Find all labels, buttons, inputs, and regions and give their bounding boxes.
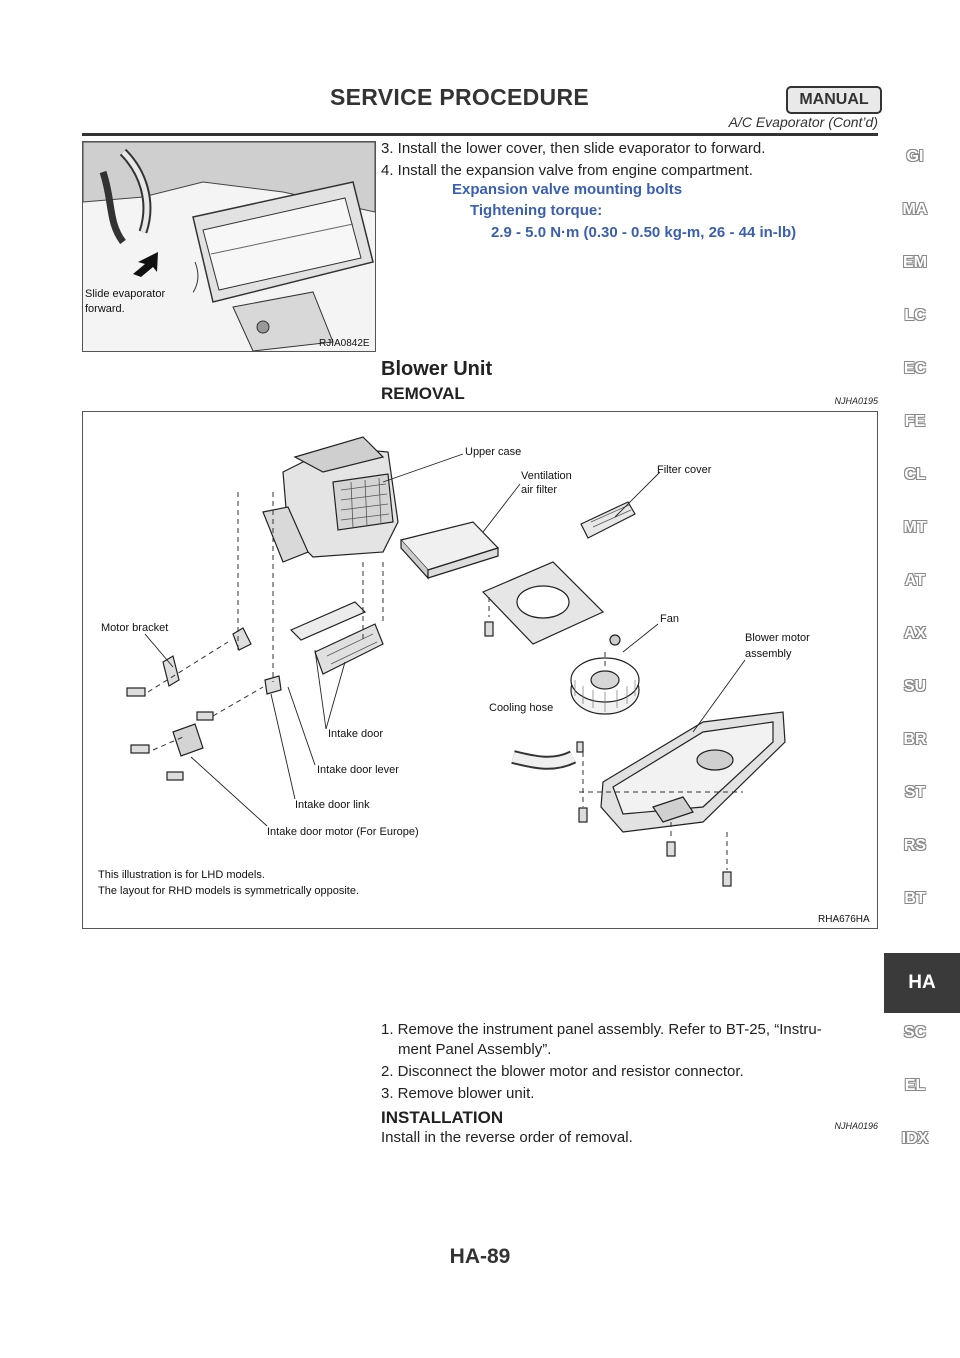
removal-step-2: 2. Disconnect the blower motor and resistor connector. [381, 1063, 744, 1080]
side-index-bt[interactable]: BT [904, 890, 926, 907]
installation-heading: INSTALLATION [381, 1108, 504, 1127]
page-title: SERVICE PROCEDURE [330, 84, 590, 110]
side-index-mt[interactable]: MT [903, 519, 927, 536]
side-index-su[interactable]: SU [903, 678, 927, 695]
side-index-sc[interactable]: SC [903, 1024, 927, 1041]
side-index-lc[interactable]: LC [904, 307, 926, 324]
spec-torque-value: 2.9 - 5.0 N·m (0.30 - 0.50 kg-m, 26 - 44 in-lb) [491, 224, 797, 241]
blower-unit-exploded-view [83, 412, 877, 928]
label-intake-door: Intake door [328, 728, 384, 740]
removal-step-1b: ment Panel Assembly”. [398, 1041, 552, 1058]
side-index-idx[interactable]: IDX [901, 1130, 929, 1147]
installation-text: Install in the reverse order of removal. [381, 1129, 633, 1146]
spec-torque-label: Tightening torque: [470, 202, 603, 219]
step-4: 4. Install the expansion valve from engine compartment. [381, 162, 753, 179]
side-index-el[interactable]: EL [904, 1077, 926, 1094]
side-index-ax[interactable]: AX [903, 625, 927, 642]
side-index-br[interactable]: BR [903, 731, 927, 748]
side-index-ma[interactable]: MA [902, 201, 928, 218]
label-upper-case: Upper case [465, 446, 522, 458]
side-index-at[interactable]: AT [904, 572, 926, 589]
figure2-note-1: This illustration is for LHD models. [98, 869, 265, 881]
side-index-ha-active[interactable]: HA [884, 953, 960, 1013]
side-index-rs[interactable]: RS [903, 837, 927, 854]
installation-ref: NJHA0196 [834, 1121, 878, 1131]
step-3: 3. Install the lower cover, then slide evaporator to forward. [381, 140, 766, 157]
figure2-note-2: The layout for RHD models is symmetrically opposite. [98, 885, 360, 897]
label-ventilation-1: Ventilation [521, 470, 572, 482]
figure2-code: RHA676HA [818, 914, 870, 925]
figure-evaporator [82, 141, 376, 352]
side-index-st[interactable]: ST [904, 784, 926, 801]
label-intake-door-link: Intake door link [295, 799, 370, 811]
manual-badge: MANUAL [786, 86, 882, 114]
page-number: HA-89 [449, 1245, 511, 1268]
label-cooling-hose: Cooling hose [489, 702, 554, 714]
header-rule [82, 133, 878, 136]
removal-heading: REMOVAL [381, 384, 465, 403]
spec-title: Expansion valve mounting bolts [452, 181, 683, 198]
side-index-gi[interactable]: GI [906, 148, 924, 165]
label-intake-door-lever: Intake door lever [317, 764, 399, 776]
evaporator-illustration [83, 142, 375, 351]
figure1-label-line1: Slide evaporator [85, 288, 166, 300]
side-index-fe[interactable]: FE [904, 413, 926, 430]
figure-blower-unit [82, 411, 878, 929]
side-index-em[interactable]: EM [903, 254, 927, 271]
label-blower-motor-1: Blower motor [745, 632, 810, 644]
figure1-label-line2: forward. [85, 303, 125, 315]
label-motor-bracket: Motor bracket [101, 622, 169, 634]
section-title: Blower Unit [381, 358, 493, 380]
label-blower-motor-2: assembly [745, 648, 792, 660]
label-intake-door-motor: Intake door motor (For Europe) [267, 826, 419, 838]
removal-ref: NJHA0195 [834, 396, 878, 406]
side-index-cl[interactable]: CL [904, 466, 926, 483]
figure1-code: RJIA0842E [319, 338, 370, 349]
side-index-ec[interactable]: EC [903, 360, 927, 377]
label-filter-cover: Filter cover [657, 464, 712, 476]
label-fan: Fan [660, 613, 679, 625]
page-subtitle: A/C Evaporator (Cont’d) [728, 114, 878, 130]
label-ventilation-2: air filter [521, 484, 558, 496]
removal-step-1a: 1. Remove the instrument panel assembly. Refer to BT-25, “Instru- [381, 1021, 822, 1038]
removal-step-3: 3. Remove blower unit. [381, 1085, 535, 1102]
